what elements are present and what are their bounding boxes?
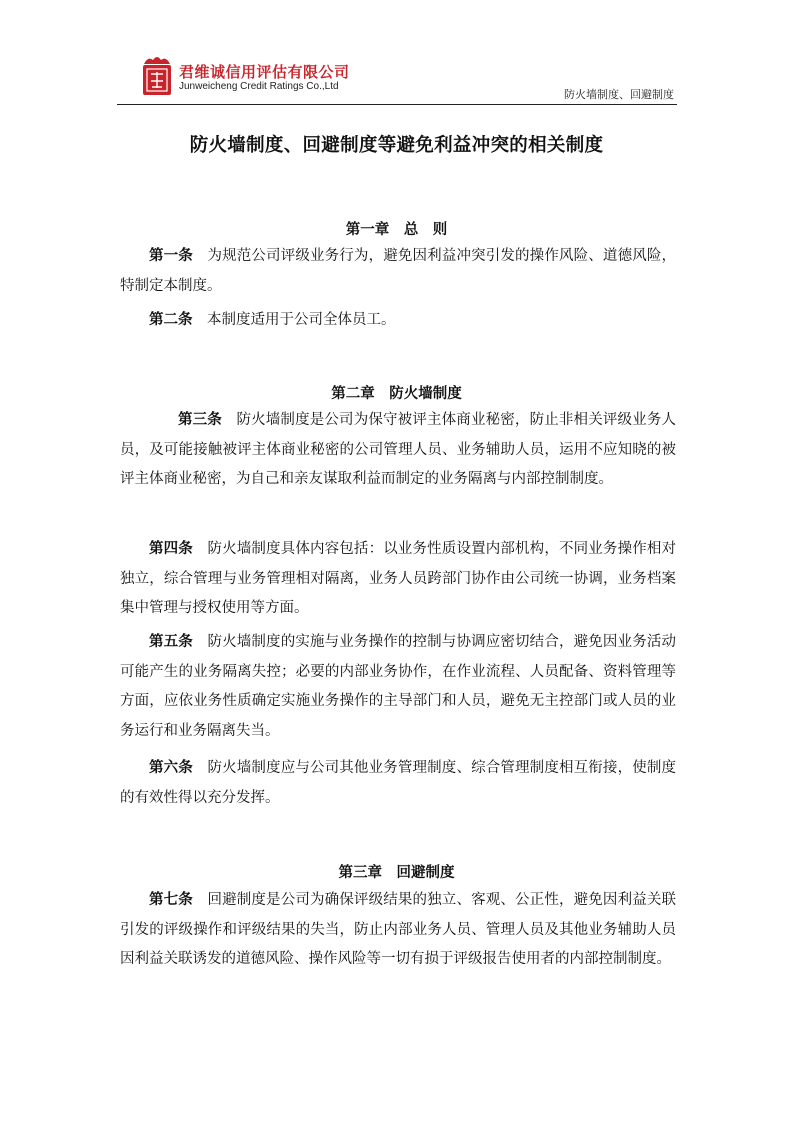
article-label: 第四条 xyxy=(149,541,193,557)
article-label: 第一条 xyxy=(149,248,193,264)
article-text: 本制度适用于公司全体员工。 xyxy=(207,312,396,328)
article-paragraph xyxy=(120,886,676,975)
article-label: 第二条 xyxy=(149,312,193,328)
chapter-heading: 第二章 防火墙制度 xyxy=(331,386,462,402)
article-paragraph xyxy=(120,406,676,495)
article-text: 防火墙制度应与公司其他业务管理制度、综合管理制度相互衔接，使制度的有效性得以充分发挥。 xyxy=(120,760,677,806)
article-paragraph xyxy=(120,754,676,813)
document-title: 防火墙制度、回避制度等避免利益冲突的相关制度 xyxy=(189,135,604,156)
article-text: 为规范公司评级业务行为，避免因利益冲突引发的操作风险、道德风险，特制定本制度。 xyxy=(120,248,677,294)
article-text: 防火墙制度的实施与业务操作的控制与协调应密切结合，避免因业务活动可能产生的业务隔离失控；必要的内部业务协作，在作业流程、人员配备、资料管理等方面，应依业务性质确定实施业务操作的主导部门和人员，避免无主控部门或人员的业务运行和业务隔离失当。 xyxy=(120,634,677,739)
chapter-heading: 第一章 总 则 xyxy=(345,222,448,238)
article-label: 第五条 xyxy=(149,634,193,650)
article-label: 第三条 xyxy=(178,412,222,428)
article-label: 第六条 xyxy=(149,760,193,776)
page-header xyxy=(117,46,677,105)
article-text: 防火墙制度具体内容包括：以业务性质设置内部机构，不同业务操作相对独立，综合管理与业务管理相对隔离，业务人员跨部门协作由公司统一协调，业务档案集中管理与授权使用等方面。 xyxy=(120,541,677,616)
article-paragraph xyxy=(120,242,676,301)
company-name-en: Junweicheng Credit Ratings Co.,Ltd xyxy=(179,81,339,92)
article-text: 防火墙制度是公司为保守被评主体商业秘密，防止非相关评级业务人员，及可能接触被评主体商业秘密的公司管理人员、业务辅助人员，运用不应知晓的被评主体商业秘密，为自己和亲友谋取利益而制定的业务隔离与内部控制制度。 xyxy=(120,412,676,487)
chapter-heading: 第三章 回避制度 xyxy=(338,865,455,881)
article-text: 回避制度是公司为确保评级结果的独立、客观、公正性，避免因利益关联引发的评级操作和评级结果的失当，防止内部业务人员、管理人员及其他业务辅助人员因利益关联诱发的道德风险、操作风险等一切有损于评级报告使用者的内部控制制度。 xyxy=(120,892,677,967)
company-seal-logo-icon xyxy=(138,54,176,98)
article-label: 第七条 xyxy=(149,892,193,908)
article-paragraph xyxy=(120,306,676,336)
company-name-cn: 君维诚信用评估有限公司 xyxy=(179,63,350,81)
article-paragraph xyxy=(120,628,676,746)
article-paragraph xyxy=(120,535,676,624)
header-section-label: 防火墙制度、回避制度 xyxy=(564,88,674,101)
